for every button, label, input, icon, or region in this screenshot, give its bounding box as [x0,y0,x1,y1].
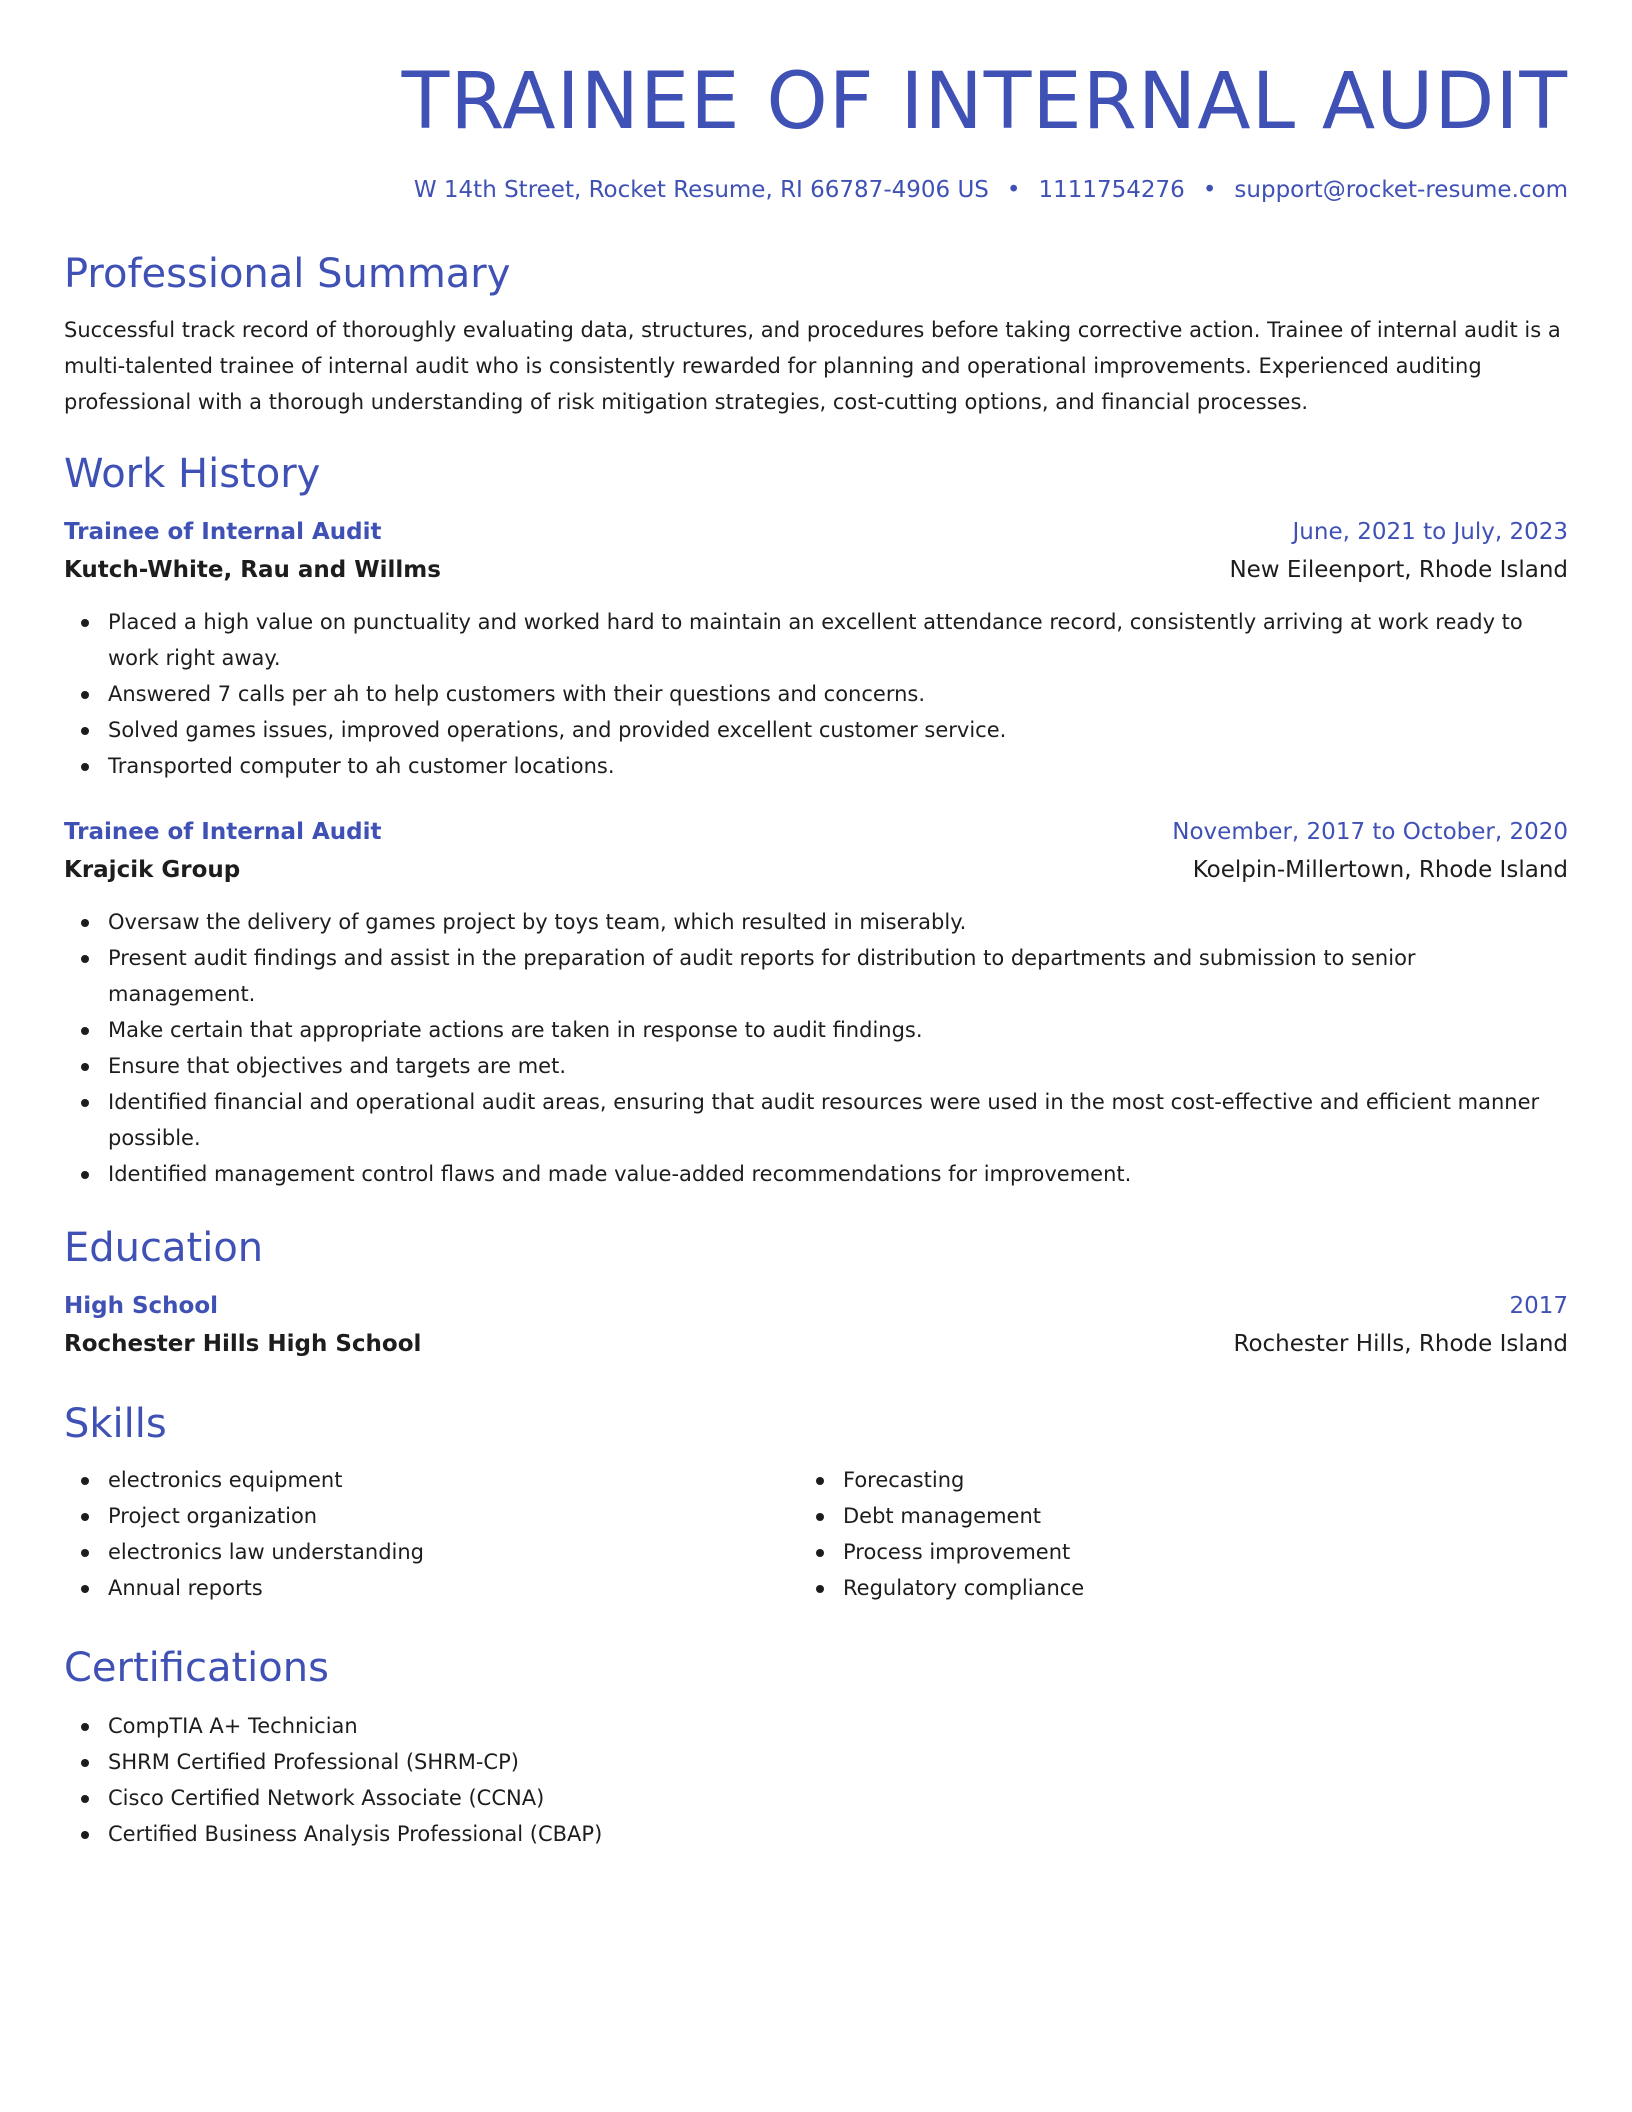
certifications-heading: Certifications [64,1645,329,1691]
certifications-section [64,1642,1568,1852]
certifications-list [64,1708,1568,1852]
job-bullet: Present audit findings and assist in the preparation of audit reports for distribution to departments and submission to senior management. [64,940,1568,1012]
skills-column-right [799,1462,1534,1606]
company-name: Krajcik Group [64,857,241,883]
candidate-name: TRAINEE OF INTERNAL AUDIT [401,57,1568,147]
job-bullet: Solved games issues, improved operations, and provided excellent customer service. [64,712,1568,748]
education-section [64,1222,1568,1364]
contact-separator: • [1006,177,1021,203]
skill-item: Debt management [799,1498,1534,1534]
job-entry [64,514,1568,784]
contact-address: W 14th Street, Rocket Resume, RI 66787-4906 US [413,177,989,203]
summary-text: Successful track record of thoroughly evaluating data, structures, and procedures before taking corrective action. Trainee of internal audit is a multi-talented trainee of internal audit who is consistently rewarded for planning and operational improvements. Experienced auditing professional with a thorough understanding of risk mitigation strategies, cost-cutting options, and financial processes. [64,318,1561,414]
job-title-row [64,814,1568,850]
education-degree: High School [64,1293,219,1319]
skills-heading: Skills [64,1401,167,1447]
job-location: New Eileenport, Rhode Island [1229,557,1568,583]
skill-item: Regulatory compliance [799,1570,1534,1606]
skills-grid [64,1462,1568,1606]
summary-section [64,248,1568,420]
work-history-heading: Work History [64,451,321,497]
skill-item: electronics law understanding [64,1534,799,1570]
education-year: 2017 [1509,1293,1568,1319]
contact-email[interactable]: support@rocket-resume.com [1234,177,1568,203]
job-bullet: Identified management control flaws and made value-added recommendations for improvement. [64,1156,1568,1192]
skill-item: Annual reports [64,1570,799,1606]
skill-item: Project organization [64,1498,799,1534]
summary-heading: Professional Summary [64,251,511,297]
job-bullets [64,604,1568,784]
job-title-row [64,514,1568,550]
job-entry [64,814,1568,1192]
contact-separator: • [1202,177,1217,203]
job-dates: June, 2021 to July, 2023 [1292,519,1568,545]
job-bullets [64,904,1568,1192]
job-bullet: Placed a high value on punctuality and worked hard to maintain an excellent attendance record, consistently arriving at work ready to work right away. [64,604,1568,676]
job-title: Trainee of Internal Audit [64,519,382,545]
education-school-row [64,1324,1568,1364]
contact-phone: 1111754276 [1038,177,1185,203]
skill-item: Process improvement [799,1534,1534,1570]
certification-item: Cisco Certified Network Associate (CCNA) [64,1780,1568,1816]
certification-item: CompTIA A+ Technician [64,1708,1568,1744]
job-dates: November, 2017 to October, 2020 [1172,819,1568,845]
education-title-row [64,1288,1568,1324]
job-bullet: Transported computer to ah customer locations. [64,748,1568,784]
certification-item: SHRM Certified Professional (SHRM-CP) [64,1744,1568,1780]
skills-section [64,1398,1568,1606]
company-name: Kutch-White, Rau and Willms [64,557,441,583]
skills-column-left [64,1462,799,1606]
job-bullet: Identified financial and operational audit areas, ensuring that audit resources were used in the most cost-effective and efficient manner possible. [64,1084,1568,1156]
job-bullet: Make certain that appropriate actions are taken in response to audit findings. [64,1012,1568,1048]
job-company-row [64,550,1568,590]
job-bullet: Ensure that objectives and targets are met. [64,1048,1568,1084]
work-history-section [64,448,1568,1192]
job-bullet: Answered 7 calls per ah to help customers with their questions and concerns. [64,676,1568,712]
skill-item: Forecasting [799,1462,1534,1498]
resume-header [64,52,1568,206]
job-company-row [64,850,1568,890]
school-name: Rochester Hills High School [64,1331,422,1357]
education-entry [64,1288,1568,1364]
job-bullet: Oversaw the delivery of games project by toys team, which resulted in miserably. [64,904,1568,940]
contact-line [64,174,1568,206]
job-location: Koelpin-Millertown, Rhode Island [1192,857,1568,883]
job-title: Trainee of Internal Audit [64,819,382,845]
school-location: Rochester Hills, Rhode Island [1233,1331,1568,1357]
education-heading: Education [64,1225,264,1271]
skill-item: electronics equipment [64,1462,799,1498]
certification-item: Certified Business Analysis Professional (CBAP) [64,1816,1568,1852]
